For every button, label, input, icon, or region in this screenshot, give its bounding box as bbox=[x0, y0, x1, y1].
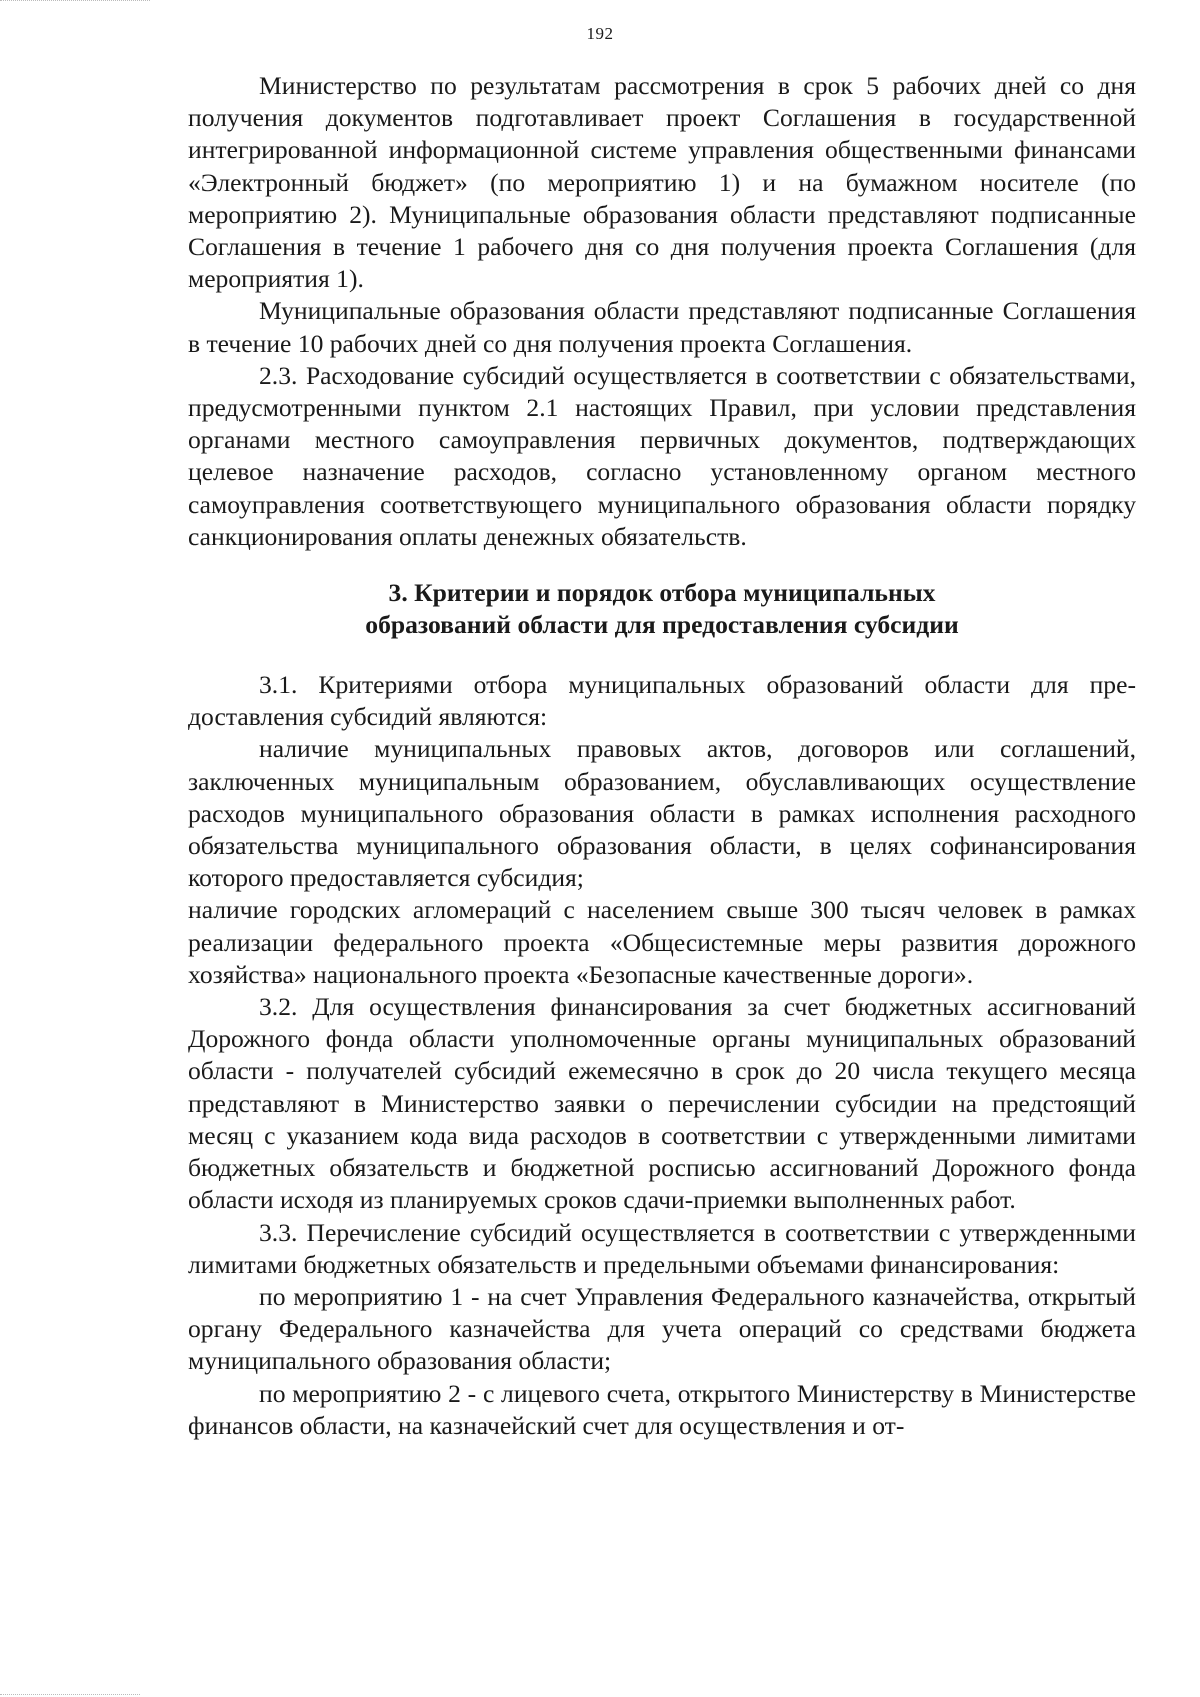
scan-edge-mark bbox=[0, 0, 150, 9]
page-number: 192 bbox=[586, 24, 614, 43]
document-body bbox=[188, 70, 1136, 1442]
paragraph: 3.1. Критериями отбора муниципальных образований области для предоставления субсидий являются: bbox=[188, 670, 1136, 732]
section-heading-line-1: 3. Критерии и порядок отбора муниципальных bbox=[388, 578, 936, 608]
paragraph: 2.3. Расходование субсидий осуществляется в соответствии с обязательствами, предусмотренными пунктом 2.1 настоящих Правил, при условии представления органами местного самоуправления первичных документов, подтверждающих целевое назначение расходов, согласно установленному органом местного самоуправления соответствующего муниципального образования области порядку санкционирования оплаты денежных обязательств. bbox=[188, 360, 1136, 551]
section-heading-line-2: образований области для предоставления субсидии bbox=[365, 610, 959, 640]
paragraph: по мероприятию 2 - с лицевого счета, открытого Министерству в Министерстве финансов области, на казначейский счет для осуществления и от- bbox=[188, 1378, 1136, 1440]
paragraph: наличие муниципальных правовых актов, договоров или соглашений, заключенных муниципальным образованием, обуславливающих осуществление расходов муниципального образования области в рамках исполнения расходного обязательства муниципального образования области, в целях софинансирования которого предоставляется субсидия; bbox=[188, 734, 1136, 893]
paragraph: Муниципальные образования области представляют подписанные Соглашения в течение 10 рабочих дней со дня получения проекта Соглашения. bbox=[188, 296, 1136, 358]
paragraph: 3.3. Перечисление субсидий осуществляется в соответствии с утвержденными лимитами бюджетных обязательств и предельными объемами финансирования: bbox=[188, 1217, 1136, 1279]
paragraph: Министерство по результатам рассмотрения в срок 5 рабочих дней со дня получения документов подготавливает проект Соглашения в государственной интегрированной информационной системе управления общественными финансами «Электронный бюджет» (по мероприятию 1) и на бумажном носителе (по мероприятию 2). Муниципальные образования области представляют подписанные Соглашения в течение 1 рабочего дня со дня получения проекта Соглашения (для мероприятия 1). bbox=[188, 71, 1136, 294]
paragraph: по мероприятию 1 - на счет Управления Федерального казначейства, открытый органу Федерального казначейства для учета операций со средствами бюджета муниципального образования области; bbox=[188, 1281, 1136, 1376]
paragraph: 3.2. Для осуществления финансирования за счет бюджетных ассигнований Дорожного фонда области уполномоченные органы муниципальных образований области - получателей субсидий ежемесячно в срок до 20 числа текущего месяца представляют в Министерство заявки о перечислении субсидии на предстоящий месяц с указанием кода вида расходов в соответствии с утвержденными лимитами бюджетных обязательств и бюджетной росписью ассигнований Дорожного фонда области исходя из планируемых сроков сдачи-приемки выполненных работ. bbox=[188, 992, 1136, 1215]
paragraph: наличие городских агломераций с населением свыше 300 тысяч человек в рамках реализации федерального проекта «Общесистемные меры развития дорожного хозяйства» национального проекта «Безопасные качественные дороги». bbox=[188, 895, 1136, 989]
scan-edge-mark bbox=[0, 1688, 140, 1695]
